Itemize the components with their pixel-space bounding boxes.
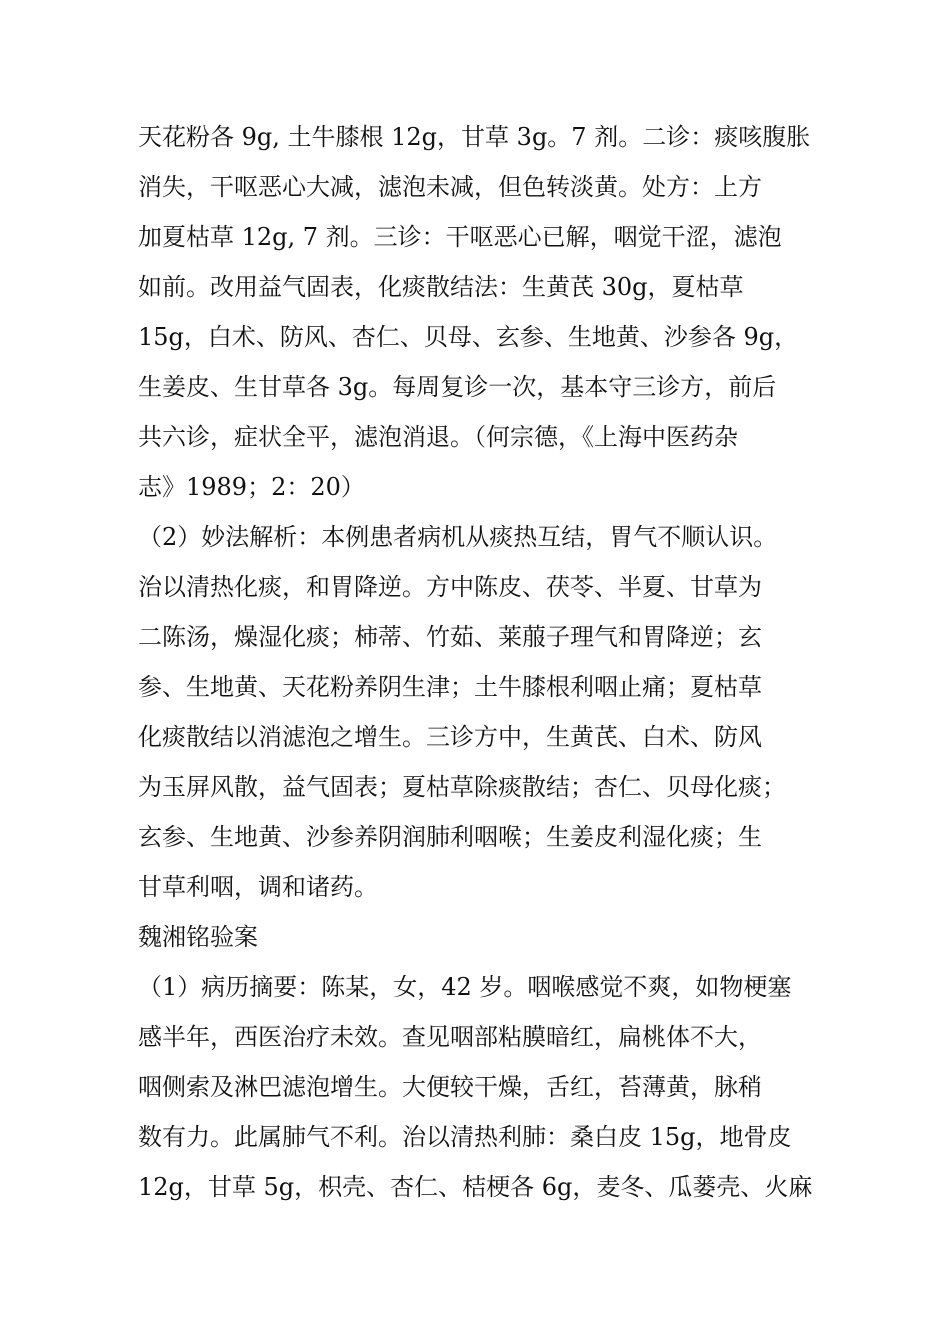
text-line: 咽侧索及淋巴滤泡增生。大便较干燥，舌红，苔薄黄，脉稍 — [138, 1073, 762, 1101]
text-line: 二陈汤，燥湿化痰；柿蒂、竹茹、莱菔子理气和胃降逆；玄 — [138, 623, 762, 651]
body-text — [138, 112, 838, 1212]
text-line: 化痰散结以消滤泡之增生。三诊方中，生黄芪、白术、防风 — [138, 723, 762, 751]
text-line: 15g，白术、防风、杏仁、贝母、玄参、生地黄、沙参各 9g， — [138, 323, 799, 351]
text-line: 志》1989；2：20） — [138, 473, 365, 501]
text-line: 为玉屏风散，益气固表；夏枯草除痰散结；杏仁、贝母化痰； — [138, 773, 786, 801]
text-line: （2）妙法解析：本例患者病机从痰热互结，胃气不顺认识。 — [138, 523, 778, 551]
section-heading: 魏湘铭验案 — [138, 923, 258, 951]
text-line: 治以清热化痰，和胃降逆。方中陈皮、茯苓、半夏、甘草为 — [138, 573, 762, 601]
text-line: 生姜皮、生甘草各 3g。每周复诊一次，基本守三诊方，前后 — [138, 373, 777, 401]
text-line: 天花粉各 9g, 土牛膝根 12g，甘草 3g。7 剂。二诊：痰咳腹胀 — [138, 123, 811, 151]
text-line: 消失，干呕恶心大减，滤泡未减，但色转淡黄。处方：上方 — [138, 173, 762, 201]
text-line: 如前。改用益气固表，化痰散结法：生黄芪 30g，夏枯草 — [138, 273, 744, 301]
text-line: 甘草利咽，调和诸药。 — [138, 873, 378, 901]
text-line: 加夏枯草 12g, 7 剂。三诊：干呕恶心已解，咽觉干涩，滤泡 — [138, 223, 782, 251]
text-line: 数有力。此属肺气不利。治以清热利肺：桑白皮 15g，地骨皮 — [138, 1123, 792, 1151]
text-line: 参、生地黄、天花粉养阴生津；土牛膝根利咽止痛；夏枯草 — [138, 673, 762, 701]
text-line: 玄参、生地黄、沙参养阴润肺利咽喉；生姜皮利湿化痰；生 — [138, 823, 762, 851]
text-line: 感半年，西医治疗未效。查见咽部粘膜暗红，扁桃体不大， — [138, 1023, 762, 1051]
text-line: （1）病历摘要：陈某，女，42 岁。咽喉感觉不爽，如物梗塞 — [138, 973, 792, 1001]
text-line: 12g，甘草 5g，枳壳、杏仁、桔梗各 6g，麦冬、瓜蒌壳、火麻 — [138, 1173, 813, 1201]
text-line: 共六诊，症状全平，滤泡消退。（何宗德，《上海中医药杂 — [138, 423, 738, 451]
